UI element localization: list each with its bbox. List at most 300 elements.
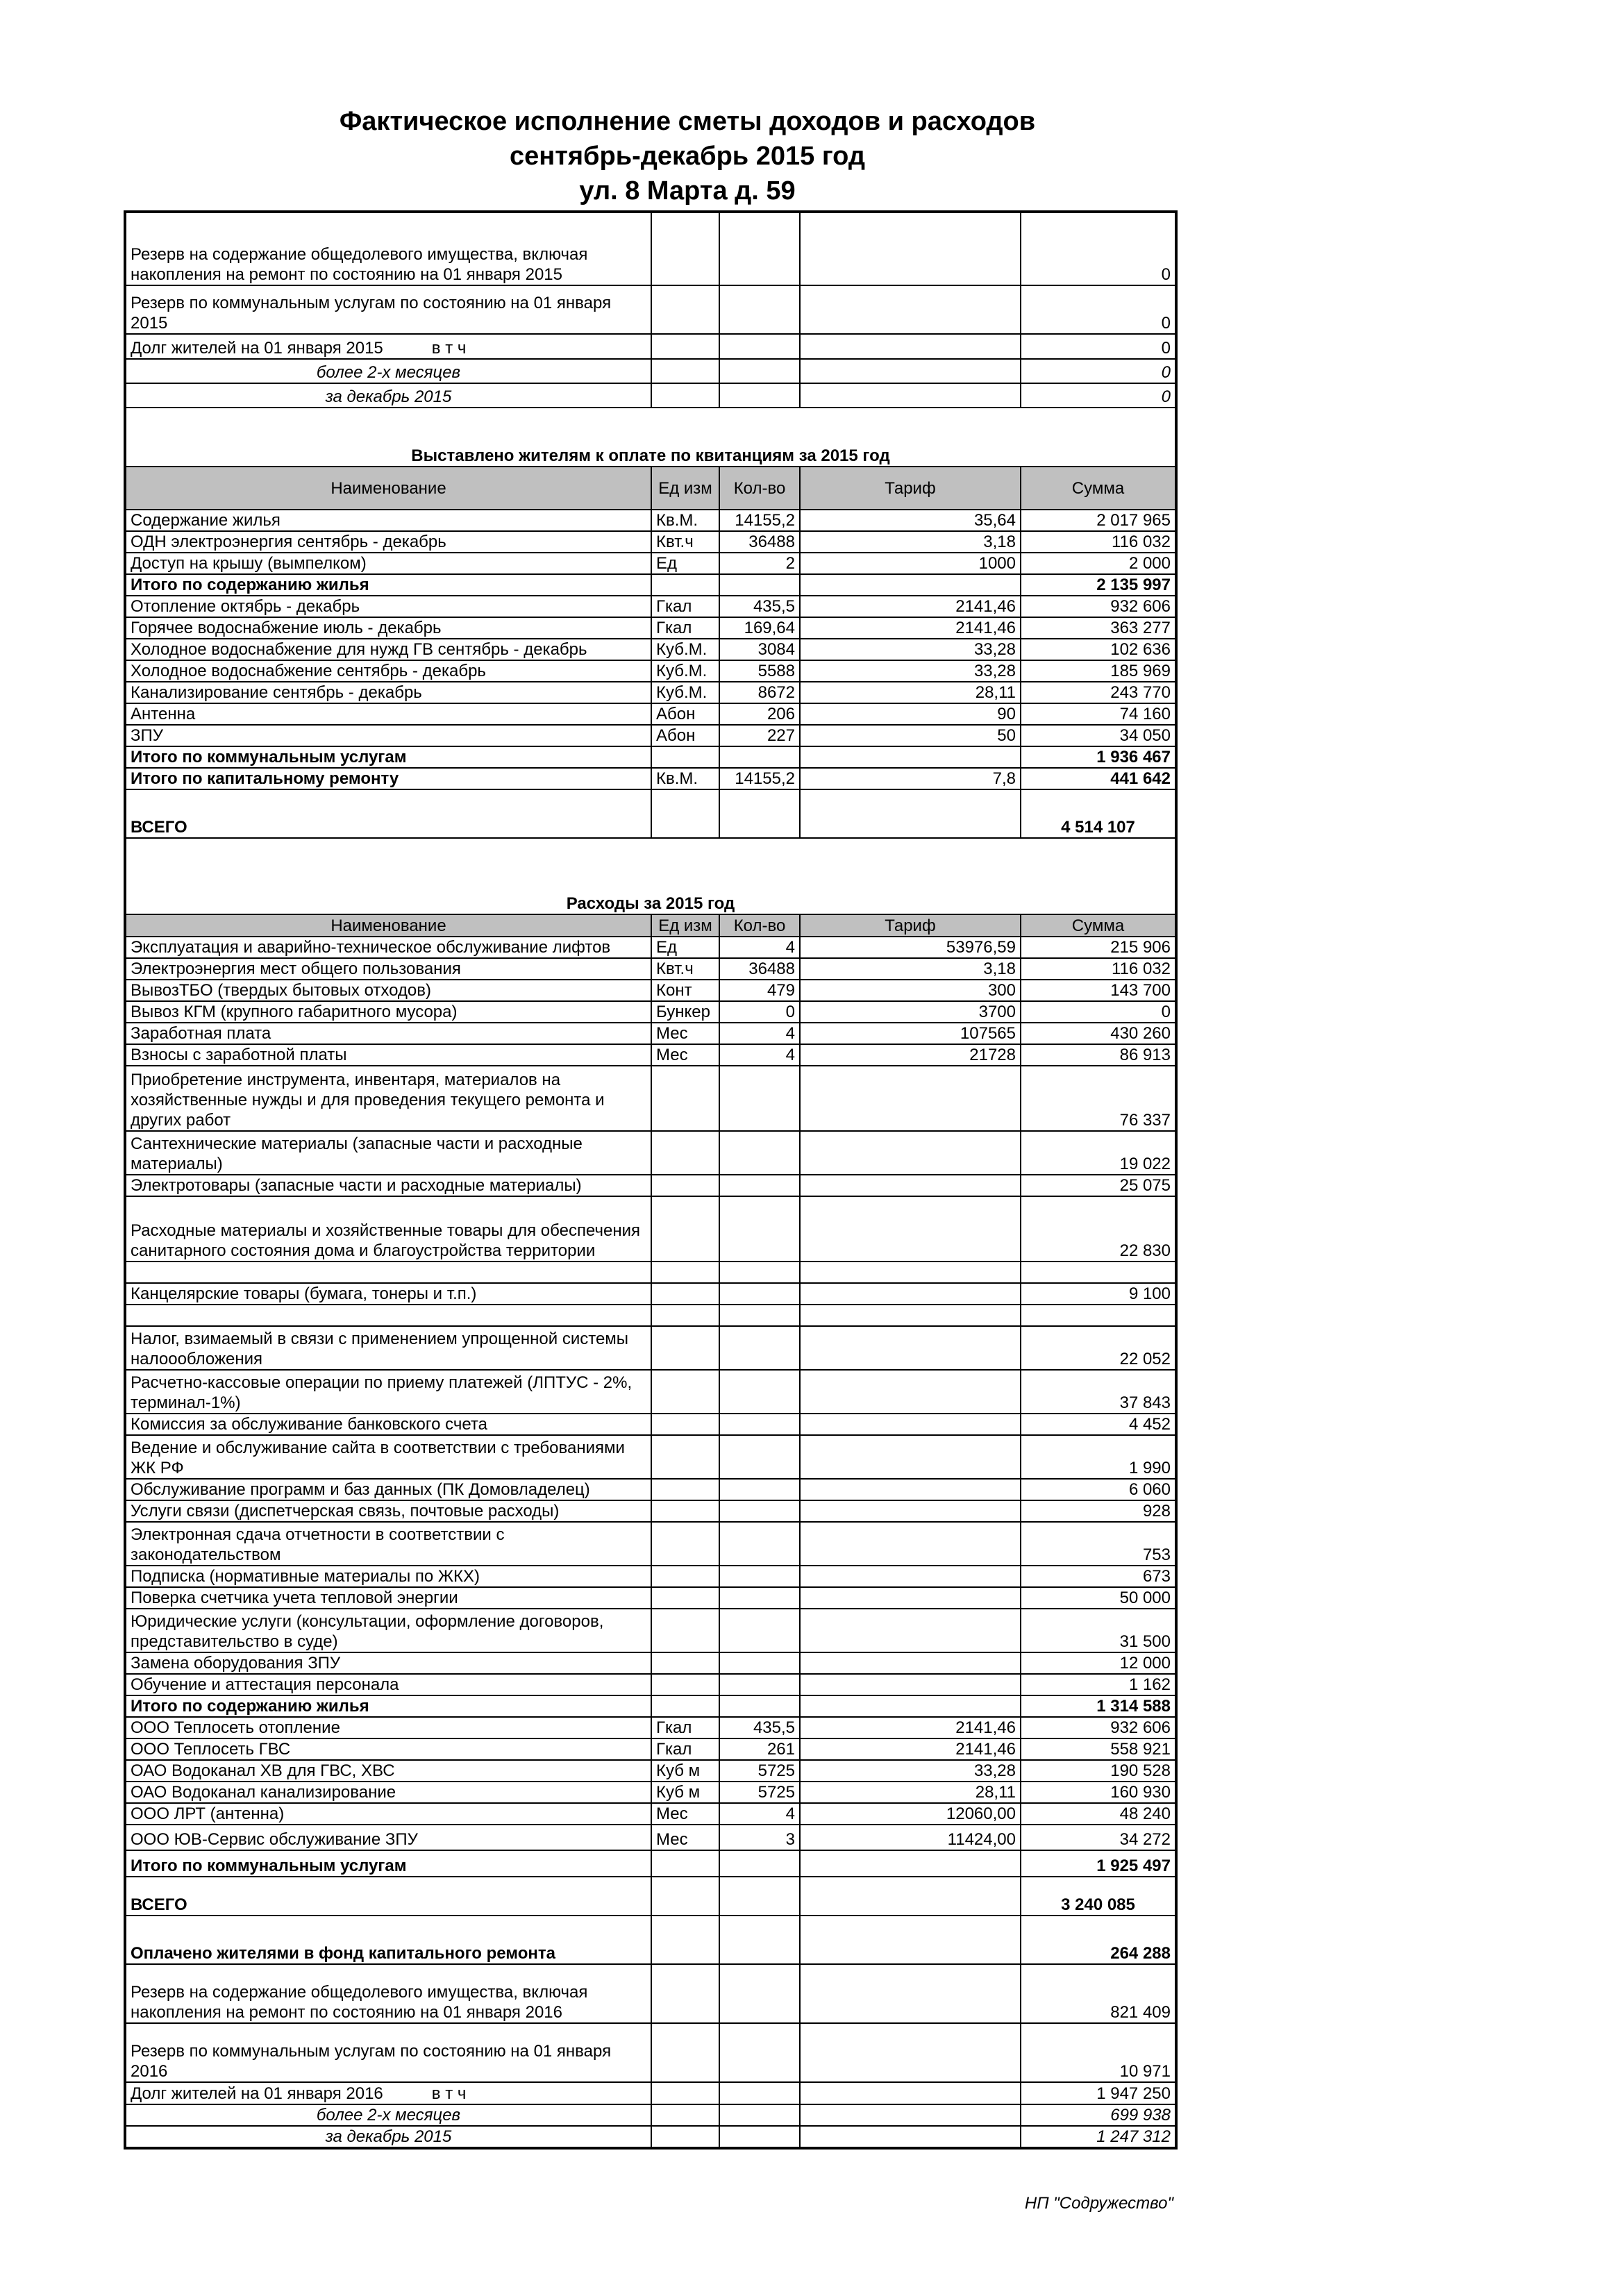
table-row: [125, 1522, 1176, 1566]
row-name-text: Итого по содержанию жилья: [131, 1697, 369, 1716]
row-qty: 3: [719, 1825, 800, 1850]
row-qty: [719, 1609, 800, 1652]
table-row: [125, 596, 1176, 617]
row-qty: 36488: [719, 531, 800, 553]
row-qty: 5588: [719, 660, 800, 682]
row-qty: [719, 1566, 800, 1587]
row-name-text: ВСЕГО: [131, 1895, 187, 1914]
row-unit: Бункер: [651, 1001, 719, 1023]
row-qty: [719, 1283, 800, 1305]
row-name: [125, 937, 651, 958]
row-unit: Ед: [651, 937, 719, 958]
row-unit: Мес: [651, 1044, 719, 1066]
row-unit: Гкал: [651, 596, 719, 617]
table-row: [125, 2104, 1176, 2126]
row-unit: [651, 1500, 719, 1522]
table-row: [125, 1877, 1176, 1916]
row-sum: 48 240: [1021, 1803, 1176, 1825]
row-name-text: Вывоз КГМ (крупного габаритного мусора): [131, 1003, 458, 1021]
billed-section-title: Выставлено жителям к оплате по квитанциям за 2015 год: [125, 408, 1176, 467]
row-name: [125, 2082, 651, 2104]
row-name-text: ОАО Водоканал канализирование: [131, 1783, 396, 1802]
row-name: [125, 1877, 651, 1916]
row-sum: 932 606: [1021, 596, 1176, 617]
estimate-table: [124, 210, 1178, 2150]
row-unit: Мес: [651, 1803, 719, 1825]
billed-total-sum: 4 514 107: [1021, 789, 1176, 838]
row-name-text: Налог, взимаемый в связи с применением упрощенной системы налоообложения: [131, 1330, 629, 1368]
expenses-section: [125, 838, 1176, 937]
row-name-text: Расходные материалы и хозяйственные товары для обеспечения санитарного состояния дома и благоустройства территории: [131, 1221, 640, 1260]
row-sum: 0: [1021, 359, 1176, 383]
table-row: [125, 1850, 1176, 1877]
row-tariff: [800, 1674, 1021, 1695]
row-name: [125, 1738, 651, 1760]
row-sum: 185 969: [1021, 660, 1176, 682]
table-row: [125, 1782, 1176, 1803]
row-tariff: [800, 359, 1021, 383]
table-row: [125, 531, 1176, 553]
row-name-text: Итого по капитальному ремонту: [131, 769, 399, 788]
row-tariff: [800, 1877, 1021, 1916]
expenses-header-row: [125, 914, 1176, 937]
row-name: [125, 1850, 651, 1877]
row-name-text: Долг жителей на 01 января 2016: [131, 2084, 383, 2103]
row-qty: [719, 383, 800, 408]
row-sum: 10 971: [1021, 2023, 1176, 2082]
row-name: [125, 2104, 651, 2126]
row-name-text: Поверка счетчика учета тепловой энергии: [131, 1589, 458, 1607]
row-name-text: Долг жителей на 01 января 2015: [131, 339, 383, 358]
row-sum: 0: [1021, 334, 1176, 359]
row-tariff: [800, 2126, 1021, 2148]
row-sum: 22 830: [1021, 1196, 1176, 1262]
row-unit: [651, 1674, 719, 1695]
row-name: [125, 1760, 651, 1782]
row-unit: [651, 1877, 719, 1916]
row-unit: [651, 574, 719, 596]
row-unit: Гкал: [651, 617, 719, 639]
table-row: [125, 1479, 1176, 1500]
table-row: [125, 725, 1176, 746]
row-qty: 36488: [719, 958, 800, 980]
row-sum: 34 050: [1021, 725, 1176, 746]
table-row: [125, 768, 1176, 789]
row-qty: [719, 1674, 800, 1695]
row-name: [125, 1652, 651, 1674]
row-unit: Квт.ч: [651, 531, 719, 553]
row-unit: [651, 1283, 719, 1305]
row-tariff: [800, 1370, 1021, 1414]
row-name: [125, 682, 651, 703]
row-name: [125, 1803, 651, 1825]
row-tariff: 11424,00: [800, 1825, 1021, 1850]
row-qty: [719, 1435, 800, 1479]
row-unit: [651, 1066, 719, 1131]
table-row: [125, 1196, 1176, 1262]
row-tariff: 3700: [800, 1001, 1021, 1023]
row-tariff: [800, 1850, 1021, 1877]
table-row: [125, 1652, 1176, 1674]
row-tariff: 2141,46: [800, 1738, 1021, 1760]
row-unit: [651, 1414, 719, 1435]
row-tariff: [800, 1435, 1021, 1479]
row-sum: 143 700: [1021, 980, 1176, 1001]
table-row: [125, 1001, 1176, 1023]
row-sum: 673: [1021, 1566, 1176, 1587]
row-qty: [719, 334, 800, 359]
table-row: [125, 212, 1176, 285]
row-tariff: [800, 1500, 1021, 1522]
billed-header-row: [125, 467, 1176, 510]
table-row: [125, 1587, 1176, 1609]
table-row: [125, 1370, 1176, 1414]
row-qty: 14155,2: [719, 768, 800, 789]
row-unit: Гкал: [651, 1738, 719, 1760]
row-sum: 0: [1021, 212, 1176, 285]
row-unit: [651, 1479, 719, 1500]
row-qty: [719, 2082, 800, 2104]
table-row: [125, 1738, 1176, 1760]
row-name: [125, 1175, 651, 1196]
row-qty: 5725: [719, 1782, 800, 1803]
row-tariff: [800, 1609, 1021, 1652]
row-tariff: [800, 1479, 1021, 1500]
table-row: [125, 1803, 1176, 1825]
col-header-qty: Кол-во: [719, 467, 800, 510]
row-qty: [719, 285, 800, 334]
billed-total-row: [125, 789, 1176, 838]
row-name-text: Холодное водоснабжение сентябрь - декабрь: [131, 662, 486, 680]
row-qty: 261: [719, 1738, 800, 1760]
row-unit: [651, 1326, 719, 1370]
row-unit: [651, 1964, 719, 2023]
row-unit: [651, 1370, 719, 1414]
billed-total-label: ВСЕГО: [125, 789, 651, 838]
row-name: [125, 1566, 651, 1587]
row-name-text: Резерв по коммунальным услугам по состоянию на 01 января 2016: [131, 2042, 612, 2081]
row-name-text: Электроэнергия мест общего пользования: [131, 960, 461, 978]
row-name-text: Расчетно-кассовые операции по приему платежей (ЛПТУС - 2%, терминал-1%): [131, 1373, 633, 1412]
table-row: [125, 574, 1176, 596]
row-tariff: [800, 1916, 1021, 1964]
row-tariff: [800, 746, 1021, 768]
row-sum: 22 052: [1021, 1326, 1176, 1370]
row-name-text: ЗПУ: [131, 726, 163, 745]
row-unit: [651, 1522, 719, 1566]
row-qty: [719, 1850, 800, 1877]
table-row: [125, 383, 1176, 408]
row-tariff: 3,18: [800, 958, 1021, 980]
row-name: [125, 1782, 651, 1803]
row-unit: [651, 1175, 719, 1196]
row-tariff: [800, 2023, 1021, 2082]
row-sum: 928: [1021, 1500, 1176, 1522]
col-header-unit: Ед изм: [651, 467, 719, 510]
row-unit: [651, 285, 719, 334]
row-unit: [651, 746, 719, 768]
row-qty: [719, 1066, 800, 1131]
closing-balance-section: [125, 1916, 1176, 2148]
row-tariff: [800, 2104, 1021, 2126]
table-row: [125, 1674, 1176, 1695]
row-sum: 1 925 497: [1021, 1850, 1176, 1877]
row-sum: 1 162: [1021, 1674, 1176, 1695]
row-unit: [651, 334, 719, 359]
row-name-text: Комиссия за обслуживание банковского счета: [131, 1415, 487, 1434]
row-unit: Куб м: [651, 1782, 719, 1803]
row-qty: [719, 1695, 800, 1717]
row-note: в т ч: [431, 2084, 467, 2103]
row-qty: 435,5: [719, 1717, 800, 1738]
row-unit: [651, 1262, 719, 1283]
row-name-text: Эксплуатация и аварийно-техническое обслуживание лифтов: [131, 938, 611, 957]
row-sum: 31 500: [1021, 1609, 1176, 1652]
row-unit: [651, 2082, 719, 2104]
row-tariff: [800, 1587, 1021, 1609]
row-qty: [719, 746, 800, 768]
row-sum: 215 906: [1021, 937, 1176, 958]
row-name: [125, 1916, 651, 1964]
row-name: [125, 725, 651, 746]
col-header-sum: Сумма: [1021, 467, 1176, 510]
row-sum: 2 000: [1021, 553, 1176, 574]
table-row: [125, 510, 1176, 531]
row-qty: [719, 1877, 800, 1916]
row-unit: Гкал: [651, 1717, 719, 1738]
row-sum: 558 921: [1021, 1738, 1176, 1760]
row-tariff: 50: [800, 725, 1021, 746]
col-header-name: Наименование: [125, 914, 651, 937]
row-qty: [719, 1500, 800, 1522]
row-qty: 4: [719, 937, 800, 958]
table-row: [125, 682, 1176, 703]
row-name: [125, 1695, 651, 1717]
row-name-text: Электронная сдача отчетности в соответствии с законодательством: [131, 1525, 505, 1564]
row-qty: 14155,2: [719, 510, 800, 531]
row-name: [125, 553, 651, 574]
row-tariff: [800, 1326, 1021, 1370]
row-tariff: 107565: [800, 1023, 1021, 1044]
row-qty: [719, 1196, 800, 1262]
row-name: [125, 510, 651, 531]
row-tariff: 12060,00: [800, 1803, 1021, 1825]
row-qty: 206: [719, 703, 800, 725]
row-unit: Кв.М.: [651, 510, 719, 531]
row-name-text: ОАО Водоканал ХВ для ГВС, ХВС: [131, 1761, 395, 1780]
table-row: [125, 1414, 1176, 1435]
opening-balance-section: [125, 212, 1176, 408]
row-unit: [651, 1196, 719, 1262]
row-qty: 479: [719, 980, 800, 1001]
row-tariff: 53976,59: [800, 937, 1021, 958]
row-name-text: Взносы с заработной платы: [131, 1046, 347, 1064]
title-line-1: Фактическое исполнение сметы доходов и расходов: [339, 107, 1036, 136]
row-name-text: Юридические услуги (консультации, оформление договоров, представительство в суде): [131, 1612, 604, 1651]
row-sum: 243 770: [1021, 682, 1176, 703]
row-unit: [651, 1652, 719, 1674]
row-name: [125, 660, 651, 682]
row-sum: [1021, 1262, 1176, 1283]
row-name: [125, 1262, 651, 1283]
row-tariff: 300: [800, 980, 1021, 1001]
table-row: [125, 639, 1176, 660]
row-qty: 4: [719, 1803, 800, 1825]
row-qty: [719, 1326, 800, 1370]
row-sum: 363 277: [1021, 617, 1176, 639]
row-qty: [719, 1175, 800, 1196]
row-unit: [651, 1305, 719, 1326]
row-unit: Ед: [651, 553, 719, 574]
table-row: [125, 1609, 1176, 1652]
table-row: [125, 617, 1176, 639]
row-name-text: Горячее водоснабжение июль - декабрь: [131, 619, 442, 637]
table-row: [125, 703, 1176, 725]
table-row: [125, 660, 1176, 682]
row-unit: [651, 1587, 719, 1609]
row-name: [125, 958, 651, 980]
row-qty: [719, 1370, 800, 1414]
table-row: [125, 1283, 1176, 1305]
row-unit: [651, 359, 719, 383]
row-tariff: [800, 1414, 1021, 1435]
row-tariff: [800, 1175, 1021, 1196]
row-name: [125, 703, 651, 725]
row-unit: [651, 2104, 719, 2126]
row-name: [125, 596, 651, 617]
row-tariff: [800, 2082, 1021, 2104]
row-sum: 1 947 250: [1021, 2082, 1176, 2104]
table-row: [125, 1695, 1176, 1717]
row-name-text: Подписка (нормативные материалы по ЖКХ): [131, 1567, 480, 1586]
row-name: [125, 359, 651, 383]
row-unit: Конт: [651, 980, 719, 1001]
row-sum: 1 314 588: [1021, 1695, 1176, 1717]
row-unit: Мес: [651, 1825, 719, 1850]
row-name: [125, 1414, 651, 1435]
row-sum: 160 930: [1021, 1782, 1176, 1803]
table-row: [125, 1175, 1176, 1196]
row-name: [125, 1587, 651, 1609]
row-qty: [719, 1262, 800, 1283]
row-qty: 0: [719, 1001, 800, 1023]
col-header-tariff: Тариф: [800, 914, 1021, 937]
row-name: [125, 1674, 651, 1695]
row-tariff: 3,18: [800, 531, 1021, 553]
table-row: [125, 1435, 1176, 1479]
row-qty: [719, 1587, 800, 1609]
row-qty: [719, 1916, 800, 1964]
row-sum: 441 642: [1021, 768, 1176, 789]
row-unit: Абон: [651, 703, 719, 725]
table-row: [125, 1500, 1176, 1522]
row-name-text: Доступ на крышу (вымпелком): [131, 554, 367, 573]
row-name-text: Отопление октябрь - декабрь: [131, 597, 360, 616]
row-sum: 50 000: [1021, 1587, 1176, 1609]
row-name: [125, 1717, 651, 1738]
table-row: [125, 1964, 1176, 2023]
row-qty: [719, 2023, 800, 2082]
row-tariff: [800, 1283, 1021, 1305]
table-row: [125, 1066, 1176, 1131]
row-sum: 12 000: [1021, 1652, 1176, 1674]
row-name: [125, 212, 651, 285]
row-sum: 1 990: [1021, 1435, 1176, 1479]
row-sum: 0: [1021, 285, 1176, 334]
col-header-sum: Сумма: [1021, 914, 1176, 937]
row-name-text: Итого по коммунальным услугам: [131, 748, 407, 766]
row-unit: [651, 1435, 719, 1479]
row-tariff: [800, 1566, 1021, 1587]
expenses-section-title: Расходы за 2015 год: [125, 838, 1176, 914]
billed-section: [125, 408, 1176, 510]
row-tariff: 2141,46: [800, 617, 1021, 639]
row-tariff: [800, 334, 1021, 359]
row-name-text: Ведение и обслуживание сайта в соответствии с требованиями ЖК РФ: [131, 1439, 625, 1477]
row-name: [125, 531, 651, 553]
row-qty: [719, 359, 800, 383]
row-sum: 34 272: [1021, 1825, 1176, 1850]
col-header-qty: Кол-во: [719, 914, 800, 937]
row-tariff: [800, 1695, 1021, 1717]
row-sum: 37 843: [1021, 1370, 1176, 1414]
row-name-text: Итого по содержанию жилья: [131, 576, 369, 594]
row-unit: [651, 1850, 719, 1877]
row-unit: [651, 2126, 719, 2148]
row-qty: 4: [719, 1023, 800, 1044]
row-sum: 6 060: [1021, 1479, 1176, 1500]
row-qty: [719, 1964, 800, 2023]
row-qty: 435,5: [719, 596, 800, 617]
row-sum: 0: [1021, 383, 1176, 408]
row-name-text: Электротовары (запасные части и расходные материалы): [131, 1176, 582, 1195]
row-sum: 2 017 965: [1021, 510, 1176, 531]
row-name-text: Холодное водоснабжение для нужд ГВ сентябрь - декабрь: [131, 640, 587, 659]
row-name: [125, 768, 651, 789]
row-sum: 1 936 467: [1021, 746, 1176, 768]
row-name: [125, 334, 651, 359]
row-unit: Куб м: [651, 1760, 719, 1782]
row-name: [125, 1500, 651, 1522]
row-sum: 1 247 312: [1021, 2126, 1176, 2148]
row-unit: [651, 1131, 719, 1175]
table-row: [125, 1044, 1176, 1066]
table-row: [125, 285, 1176, 334]
row-unit: [651, 2023, 719, 2082]
row-name-text: ООО Теплосеть ГВС: [131, 1740, 291, 1759]
row-unit: Куб.М.: [651, 660, 719, 682]
row-sum: 264 288: [1021, 1916, 1176, 1964]
row-name: [125, 285, 651, 334]
row-unit: Куб.М.: [651, 639, 719, 660]
table-row: [125, 746, 1176, 768]
title-line-3: ул. 8 Марта д. 59: [579, 176, 796, 206]
row-unit: [651, 1916, 719, 1964]
row-tariff: 28,11: [800, 682, 1021, 703]
row-qty: [719, 1652, 800, 1674]
table-row: [125, 958, 1176, 980]
row-unit: Абон: [651, 725, 719, 746]
row-name-text: Содержание жилья: [131, 511, 281, 530]
row-tariff: [800, 285, 1021, 334]
table-row: [125, 937, 1176, 958]
table-row: [125, 980, 1176, 1001]
col-header-name: Наименование: [125, 467, 651, 510]
row-name: [125, 1305, 651, 1326]
row-tariff: 90: [800, 703, 1021, 725]
row-tariff: 28,11: [800, 1782, 1021, 1803]
row-name: [125, 639, 651, 660]
